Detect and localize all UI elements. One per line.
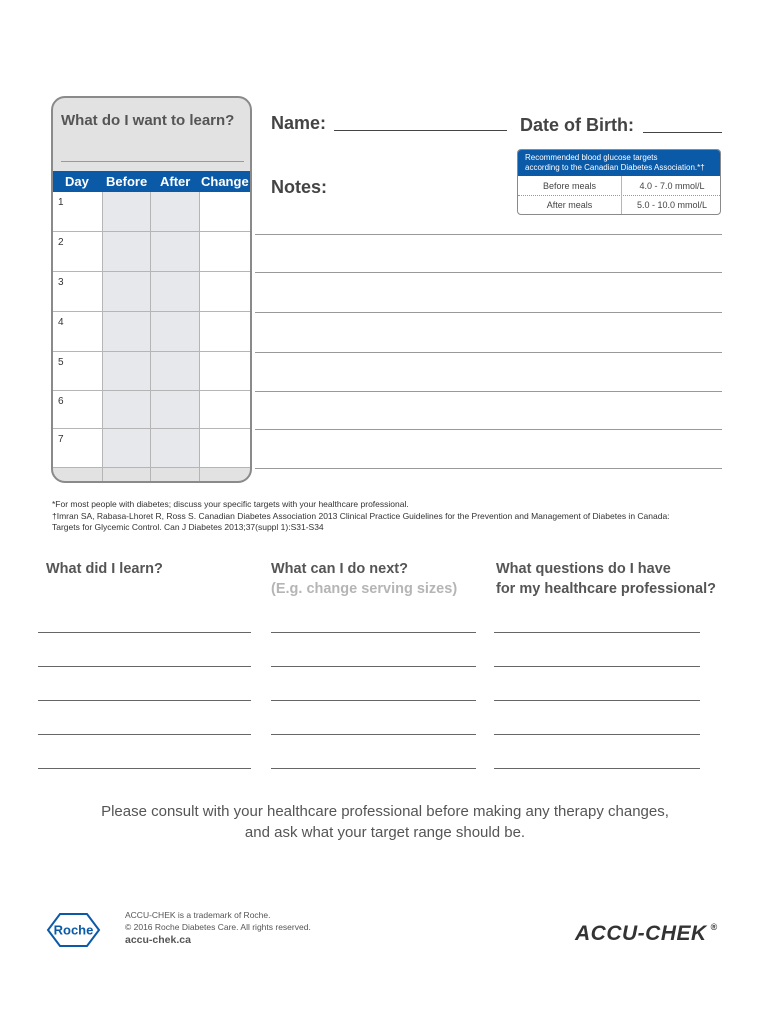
glucose-tracking-card: [51, 96, 252, 483]
target-value: 5.0 - 10.0 mmol/L: [636, 200, 708, 210]
change-cell[interactable]: [200, 312, 252, 351]
targets-row: [518, 177, 720, 196]
header-change: Change: [201, 174, 249, 189]
targets-row: [518, 196, 720, 215]
questions-heading: What questions do I have for my healthcare professional?: [496, 561, 716, 597]
next-line[interactable]: [271, 768, 476, 769]
roche-logo-text: Roche: [53, 922, 94, 938]
glucose-targets-box: [517, 149, 721, 215]
notes-line[interactable]: [255, 234, 722, 235]
questions-line[interactable]: [494, 700, 700, 701]
questions-line[interactable]: [494, 666, 700, 667]
accu-chek-logo: ACCU-CHEK ®: [575, 922, 718, 945]
learned-line[interactable]: [38, 734, 251, 735]
change-cell[interactable]: [200, 192, 252, 231]
day-row: [53, 429, 250, 468]
after-cell[interactable]: [151, 232, 199, 271]
notes-line[interactable]: [255, 391, 722, 392]
day-row: [53, 232, 250, 271]
website-link[interactable]: accu-chek.ca: [125, 934, 191, 946]
change-cell[interactable]: [200, 352, 252, 391]
target-label: Before meals: [542, 181, 597, 191]
learned-heading: What did I learn?: [46, 561, 163, 577]
consult-message: Please consult with your healthcare professional before making any therapy changes, and ask what your target range should be.: [101, 803, 669, 841]
target-label: After meals: [546, 200, 593, 210]
day-number: 5: [58, 357, 64, 368]
day-row: [53, 272, 250, 311]
day-row: [53, 352, 250, 391]
notes-line[interactable]: [255, 468, 722, 469]
next-line[interactable]: [271, 632, 476, 633]
notes-line[interactable]: [255, 312, 722, 313]
before-cell[interactable]: [103, 232, 150, 271]
questions-line[interactable]: [494, 768, 700, 769]
card-rows: [53, 192, 250, 481]
legal-text: [125, 909, 311, 933]
learned-line[interactable]: [38, 632, 251, 633]
day-row: [53, 391, 250, 430]
after-cell[interactable]: [151, 312, 199, 351]
next-hint: (E.g. change serving sizes): [271, 581, 458, 597]
change-cell[interactable]: [200, 391, 252, 430]
before-cell[interactable]: [103, 272, 150, 311]
before-cell[interactable]: [103, 352, 150, 391]
before-cell[interactable]: [103, 391, 150, 430]
next-line[interactable]: [271, 734, 476, 735]
after-cell[interactable]: [151, 352, 199, 391]
target-value: 4.0 - 7.0 mmol/L: [639, 181, 705, 191]
day-number: 7: [58, 434, 64, 445]
next-heading: What can I do next? (E.g. change serving sizes): [271, 561, 458, 597]
day-row: [53, 192, 250, 231]
next-line[interactable]: [271, 700, 476, 701]
notes-label: Notes:: [271, 177, 328, 197]
day-number: 2: [58, 237, 64, 248]
footnote-citation-cont: Targets for Glycemic Control. Can J Diabetes 2013;37(suppl 1):S31-S34: [52, 522, 324, 532]
dob-field[interactable]: [643, 132, 722, 133]
header-before: Before: [106, 174, 148, 189]
footnote-targets: *For most people with diabetes; discuss your specific targets with your healthcare professional.: [52, 499, 409, 509]
footnote-citation: †Imran SA, Rabasa-Lhoret R, Ross S. Canadian Diabetes Association 2013 Clinical Practice Guidelines for the Prevention and Management of Diabetes in Canada:: [52, 511, 670, 521]
learned-line[interactable]: [38, 666, 251, 667]
after-cell[interactable]: [151, 272, 199, 311]
day-number: 4: [58, 317, 64, 328]
learned-line[interactable]: [38, 700, 251, 701]
header-day: Day: [65, 174, 89, 189]
header-after: After: [160, 174, 191, 189]
name-label: Name:: [271, 113, 327, 133]
card-column-header: [53, 171, 250, 192]
notes-line[interactable]: [255, 429, 722, 430]
after-cell[interactable]: [151, 192, 199, 231]
before-cell[interactable]: [103, 429, 150, 468]
trademark-text: ACCU-CHEK is a trademark of Roche.: [125, 910, 271, 920]
after-cell[interactable]: [151, 391, 199, 430]
card-title-divider: [61, 161, 244, 162]
change-cell[interactable]: [200, 429, 252, 468]
notes-line[interactable]: [255, 272, 722, 273]
dob-label: Date of Birth:: [520, 115, 634, 135]
notes-line[interactable]: [255, 352, 722, 353]
card-title: What do I want to learn?: [61, 112, 235, 129]
before-cell[interactable]: [103, 192, 150, 231]
before-cell[interactable]: [103, 312, 150, 351]
change-cell[interactable]: [200, 272, 252, 311]
copyright-text: © 2016 Roche Diabetes Care. All rights reserved.: [125, 922, 311, 932]
next-line[interactable]: [271, 666, 476, 667]
questions-line[interactable]: [494, 632, 700, 633]
change-cell[interactable]: [200, 232, 252, 271]
targets-title: Recommended blood glucose targets according to the Canadian Diabetes Association.*†: [518, 150, 720, 176]
day-number: 6: [58, 396, 64, 407]
after-cell[interactable]: [151, 429, 199, 468]
day-number: 3: [58, 277, 64, 288]
day-row: [53, 312, 250, 351]
roche-logo: [46, 912, 101, 948]
name-field[interactable]: [334, 130, 507, 131]
questions-line[interactable]: [494, 734, 700, 735]
day-number: 1: [58, 197, 64, 208]
learned-line[interactable]: [38, 768, 251, 769]
